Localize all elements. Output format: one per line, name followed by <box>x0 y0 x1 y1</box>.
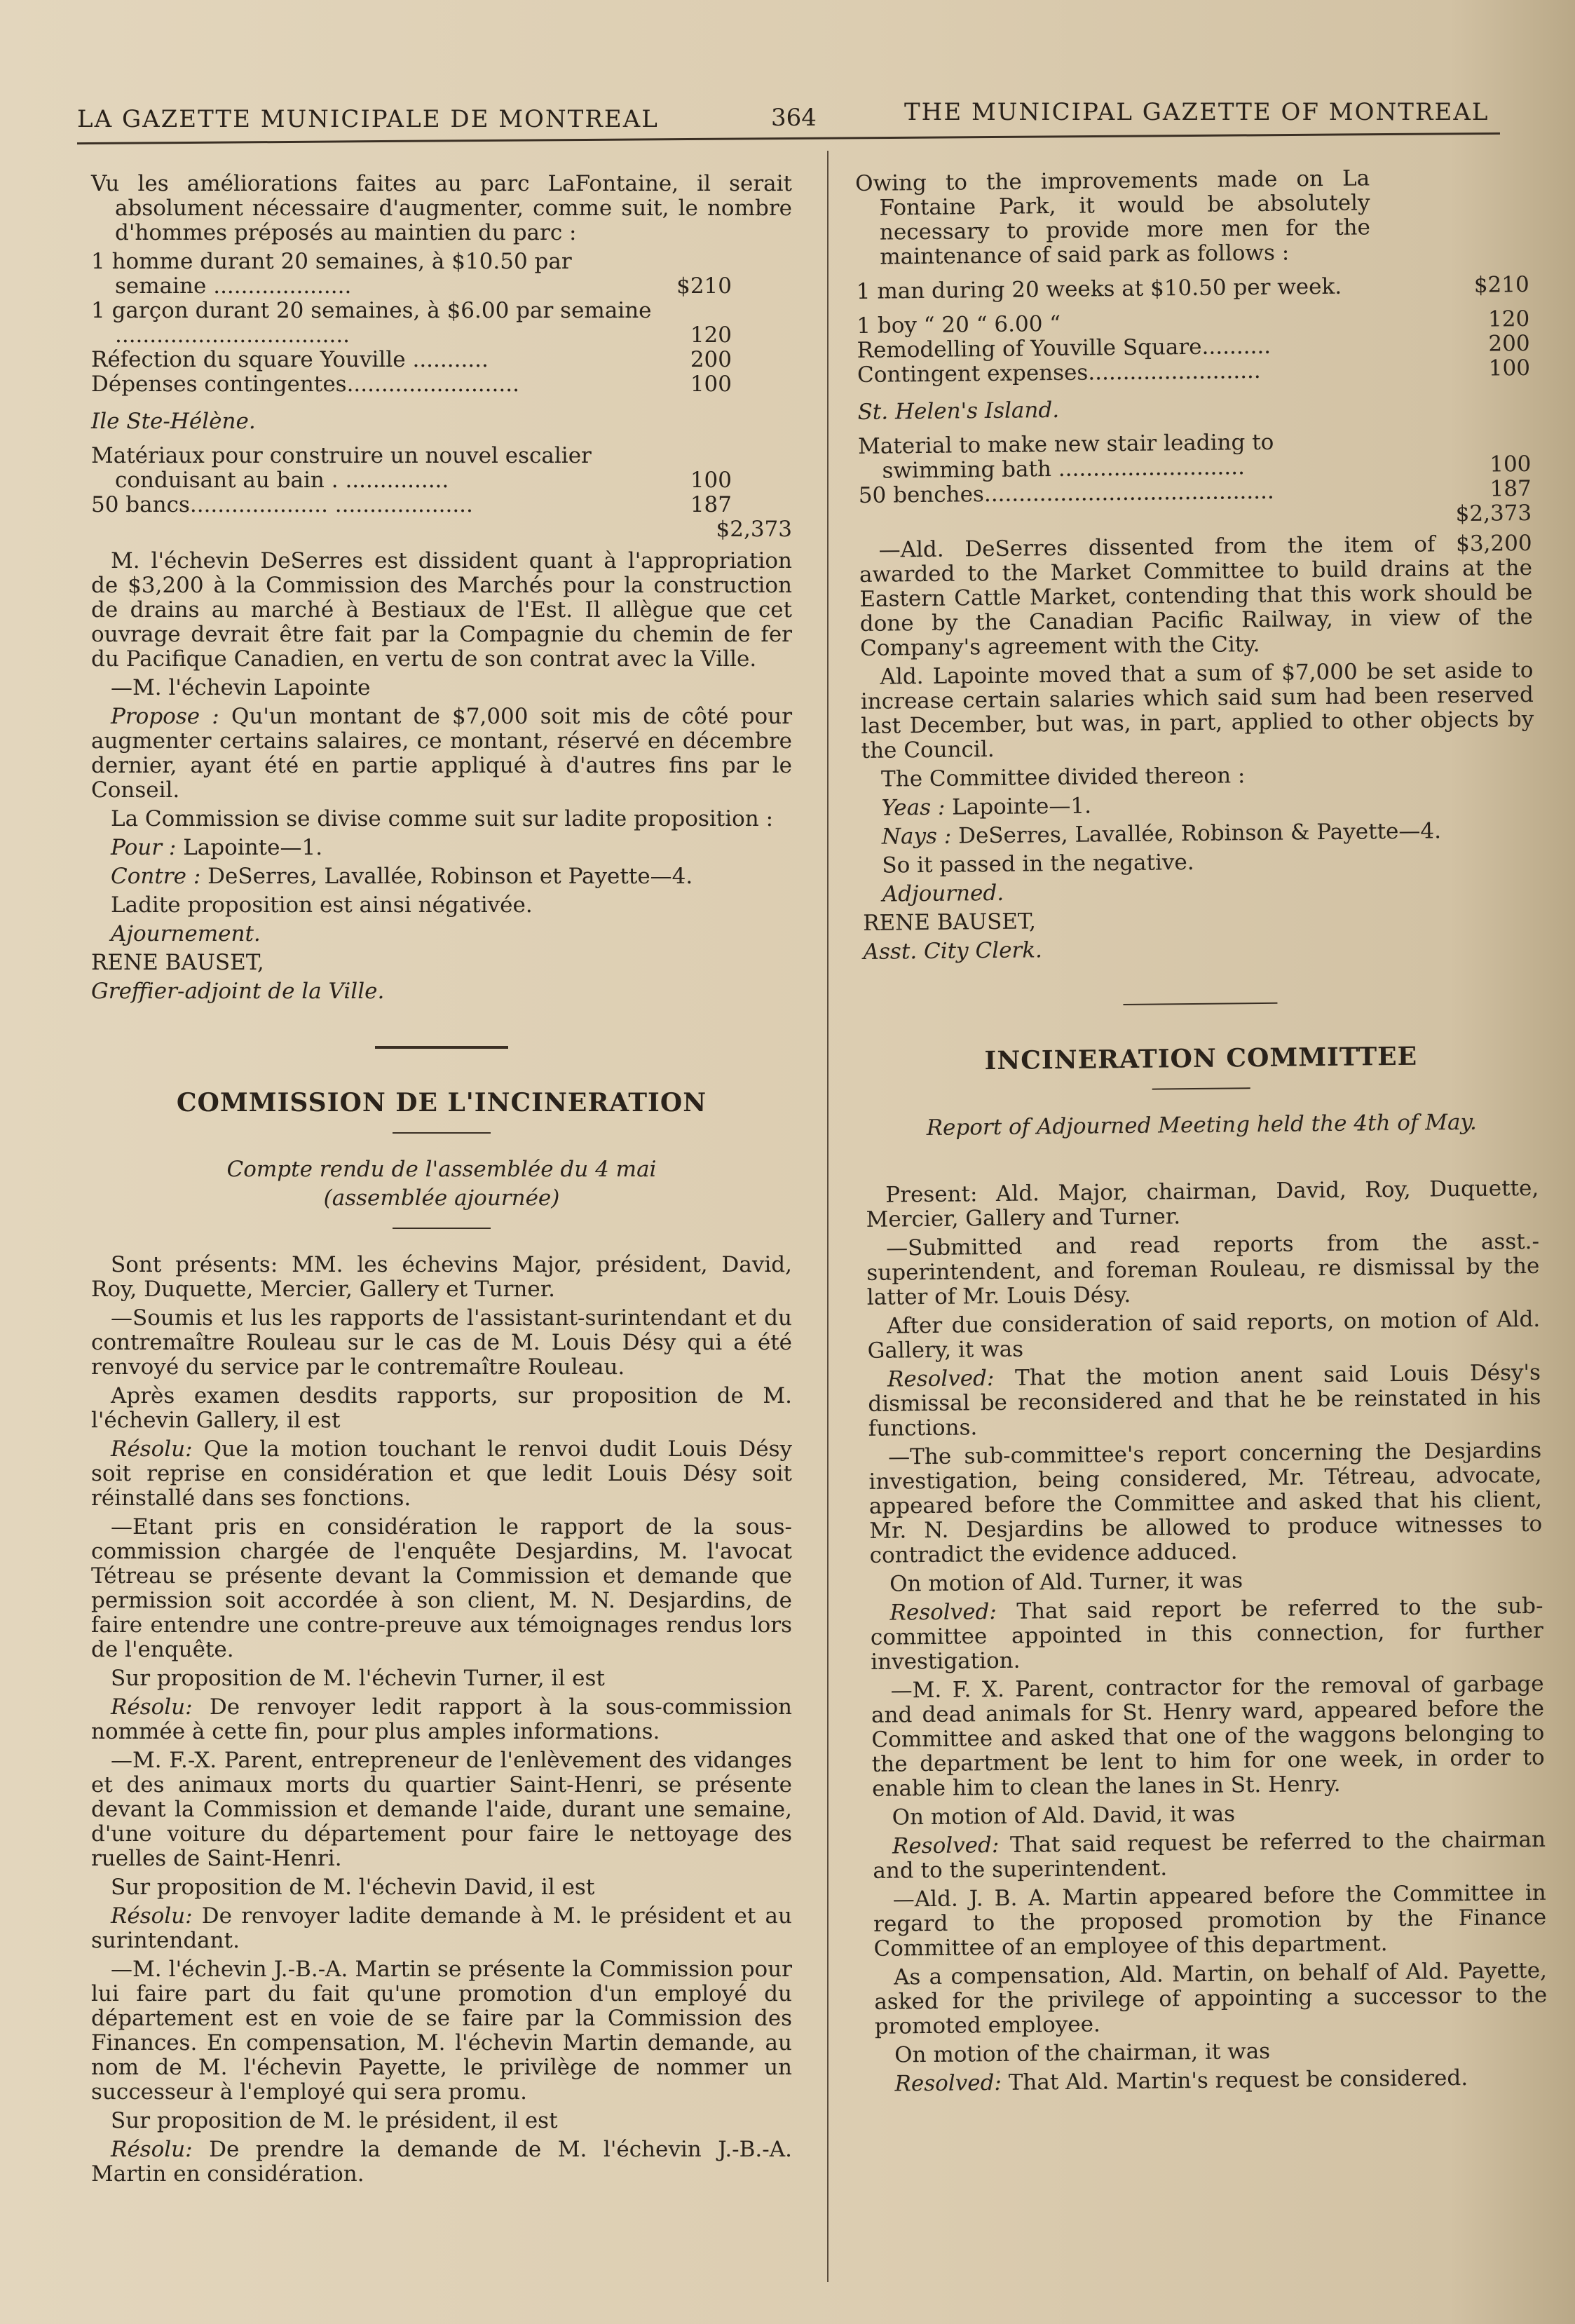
fr-parent: —M. F.-X. Parent, entrepreneur de l'enlèvement des vidanges et des animaux morts du quartier Saint-Henri, se présente devant la Commission et demande l'aide, durant une semaine, d'une voiture du département pour faire le nettoyage des ruelles de Saint-Henri. <box>91 1748 792 1871</box>
en-park-intro: Owing to the improvements made on La Fontaine Park, it would be absolutely necessary to provide more men for the maintenance of said park as follows : <box>854 165 1371 270</box>
subtitle-rule <box>393 1228 491 1229</box>
en-resolution: Resolved: That said request be referred to the chairman and to the superintendent. <box>873 1826 1546 1884</box>
fr-lapointe: —M. l'échevin Lapointe <box>111 675 371 700</box>
fr-report-subtitle: Compte rendu de l'assemblée du 4 mai <box>226 1157 657 1182</box>
en-negative: So it passed in the negative. <box>882 849 1194 878</box>
fr-pour: Pour : Lapointe—1. <box>111 835 323 860</box>
header-english-title: THE MUNICIPAL GAZETTE OF MONTREAL <box>904 98 1489 126</box>
en-turner: On motion of Ald. Turner, it was <box>889 1568 1243 1597</box>
fr-budget-row: 1 garçon durant 20 semaines, à $6.00 par semaine .................................. 120 <box>91 298 732 348</box>
en-signature-title: Asst. City Clerk. <box>863 937 1043 965</box>
en-nays: Nays : DeSerres, Lavallée, Robinson & Payette—4. <box>881 818 1442 850</box>
fr-resolution: Résolu: De renvoyer ladite demande à M. le président et au surintendant. <box>91 1903 792 1953</box>
en-yeas: Yeas : Lapointe—1. <box>881 793 1092 821</box>
english-column <box>855 165 1548 2101</box>
fr-contre: Contre : DeSerres, Lavallée, Robinson et Payette—4. <box>111 864 693 889</box>
fr-division: La Commission se divise comme suit sur ladite proposition : <box>111 806 774 831</box>
fr-martin: —M. l'échevin J.-B.-A. Martin se présente la Commission pour lui faire part du fait qu'une promotion d'un employé du département est en voie de se faire par la Commission des Finances. En compensation, M. l'échevin Martin demande, au nom de M. l'échevin Payette, le privilège de nommer un successeur à l'employé qui sera promu. <box>91 1957 792 2105</box>
title-rule <box>393 1132 491 1134</box>
en-incineration-title: INCINERATION COMMITTEE <box>984 1041 1418 1076</box>
en-chairman-motion: On motion of the chairman, it was <box>894 2038 1271 2068</box>
en-budget-row: Remodelling of Youville Square.......... 200 <box>857 330 1530 363</box>
fr-turner: Sur proposition de M. l'échevin Turner, il est <box>111 1666 605 1691</box>
fr-proposal: Propose : Qu'un montant de $7,000 soit mis de côté pour augmenter certains salaires, ce montant, réservé en décembre dernier, ayant été en partie appliqué à d'autres fins par le Conseil. <box>91 704 793 803</box>
en-after-consideration: After due consideration of said reports, on motion of Ald. Gallery, it was <box>867 1306 1541 1364</box>
en-signature-name: RENE BAUSET, <box>863 909 1037 936</box>
fr-deserres-dissent: M. l'échevin DeSerres est dissident quant à l'appropriation de $3,200 à la Commission des Marchés pour la construction de drains au marché à Bestiaux de l'Est. Il allègue que cet ouvrage devrait être fait par la Compagnie du chemin de fer du Pacifique Canadien, en vertu de son contrat avec la Ville. <box>91 548 792 672</box>
fr-budget-total: $2,373 <box>716 517 792 542</box>
en-budget-total: $2,373 <box>1455 500 1532 527</box>
fr-desjardins: —Etant pris en considération le rapport de la sous-commission chargée de l'enquête Desjardins, M. l'avocat Tétreau se présente devant la Commission et demande que permission soit accordée à son client, M. N. Desjardins, de faire entendre une contre-preuve aux témoignages rendus lors de l'enquête. <box>91 1514 792 1662</box>
fr-incineration-title: COMMISSION DE L'INCINERATION <box>176 1088 707 1117</box>
fr-budget-row: Matériaux pour construire un nouvel escalier conduisant au bain . ............... 100 <box>91 443 732 493</box>
fr-resolution: Résolu: De renvoyer ledit rapport à la sous-commission nommée à cette fin, pour plus amples informations. <box>91 1694 792 1744</box>
fr-budget-row: 50 bancs.................... .................... 187 <box>91 492 732 517</box>
fr-signature-name: RENE BAUSET, <box>91 950 264 975</box>
fr-present: Sont présents: MM. les échevins Major, président, David, Roy, Duquette, Mercier, Gallery et Turner. <box>91 1252 792 1302</box>
en-budget-row: Contingent expenses......................... 100 <box>857 355 1531 388</box>
fr-president: Sur proposition de M. le président, il est <box>111 2108 558 2133</box>
fr-budget-row: Réfection du square Youville ........... 200 <box>91 347 732 372</box>
en-budget-row: 1 man during 20 weeks at $10.50 per week. $210 <box>856 271 1529 304</box>
en-david: On motion of Ald. David, it was <box>892 1801 1236 1830</box>
en-present: Present: Ald. Major, chairman, David, Roy, Duquette, Mercier, Gallery and Turner. <box>866 1175 1539 1232</box>
fr-negatived: Ladite proposition est ainsi négativée. <box>111 892 533 918</box>
en-resolution: Resolved: That the motion anent said Louis Désy's dismissal be reconsidered and that he be reinstated in his functions. <box>868 1359 1541 1441</box>
fr-island-heading: Ile Ste-Hélène. <box>91 409 256 434</box>
en-division: The Committee divided thereon : <box>880 763 1246 792</box>
fr-resolution: Résolu: De prendre la demande de M. l'échevin J.-B.-A. Martin en considération. <box>91 2137 792 2187</box>
header-french-title: LA GAZETTE MUNICIPALE DE MONTREAL <box>77 105 659 133</box>
en-reports: —Submitted and read reports from the asst.-superintendent, and foreman Rouleau, re dismissal by the latter of Mr. Louis Désy. <box>866 1228 1540 1310</box>
column-divider <box>827 151 829 2282</box>
fr-after-exam: Après examen desdits rapports, sur proposition de M. l'échevin Gallery, il est <box>91 1383 792 1433</box>
en-compensation: As a compensation, Ald. Martin, on behalf of Ald. Payette, asked for the privilege of appointing a successor to the promoted employee. <box>874 1957 1548 2039</box>
en-deserres-dissent: —Ald. DeSerres dissented from the item of $3,200 awarded to the Market Committee to build drains at the Eastern Cattle Market, contending that this work should be done by the Canadian Pacific Railway, in view of the Company's agreement with the City. <box>859 530 1533 661</box>
fr-park-intro: Vu les améliorations faites au parc LaFontaine, il serait absolument nécessaire d'augmenter, comme suit, le nombre d'hommes préposés au maintien du parc : <box>91 171 792 245</box>
fr-budget-row: 1 homme durant 20 semaines, à $10.50 par semaine .................... $210 <box>91 249 732 299</box>
fr-budget-row: Dépenses contingentes......................... 100 <box>91 372 732 397</box>
en-budget-row: 50 benches.......................................... 187 <box>858 475 1532 508</box>
fr-adjournment: Ajournement. <box>111 921 261 946</box>
french-column <box>91 172 792 2191</box>
en-resolution: Resolved: That Ald. Martin's request be considered. <box>894 2065 1468 2097</box>
fr-david: Sur proposition de M. l'échevin David, il est <box>111 1875 595 1900</box>
en-lapointe-motion: Ald. Lapointe moved that a sum of $7,000 be set aside to increase certain salaries which said sum had been reserved last December, but was, in part, applied to other objects by the Council. <box>860 657 1534 763</box>
en-parent: —M. F. X. Parent, contractor for the removal of garbage and dead animals for St. Henry ward, appeared before the Committee and asked that one of the waggons belonging to the department be lent to him for one week, in order to enable him to clean the lanes in St. Henry. <box>871 1671 1545 1802</box>
en-budget-row: Material to make new stair leading to swimming bath ........................... 100 <box>857 429 1532 484</box>
fr-reports: —Soumis et lus les rapports de l'assistant-surintendant et du contremaître Rouleau sur le cas de M. Louis Désy qui a été renvoyé du service par le contremaître Rouleau. <box>91 1305 792 1380</box>
en-budget-row: 1 boy “ 20 “ 6.00 “ 120 <box>857 306 1530 339</box>
title-rule <box>1152 1087 1250 1089</box>
en-adjourned: Adjourned. <box>882 880 1004 907</box>
page-number: 364 <box>771 104 817 132</box>
fr-signature-title: Greffier-adjoint de la Ville. <box>91 979 385 1004</box>
section-ornament <box>375 1046 508 1049</box>
en-martin: —Ald. J. B. A. Martin appeared before the Committee in regard to the proposed promotion by the Finance Committee of an employee of this department. <box>873 1880 1547 1962</box>
fr-resolution: Résolu: Que la motion touchant le renvoi dudit Louis Désy soit reprise en considération et que ledit Louis Désy soit réinstallé dans ses fonctions. <box>91 1436 793 1511</box>
en-desjardins: —The sub-committee's report concerning the Desjardins investigation, being considered, Mr. Tétreau, advocate, appeared before the Committee and asked that his client, Mr. N. Desjardins be allowed to produce witnesses to contradict the evidence adduced. <box>868 1437 1543 1568</box>
en-report-subtitle: Report of Adjourned Meeting held the 4th of May. <box>926 1109 1477 1141</box>
section-ornament <box>1123 1003 1277 1005</box>
en-island-heading: St. Helen's Island. <box>857 397 1060 425</box>
en-resolution: Resolved: That said report be referred to the sub-committee appointed in this connection, for further investigation. <box>870 1593 1544 1675</box>
fr-report-subtitle-2: (assemblée ajournée) <box>323 1185 560 1211</box>
